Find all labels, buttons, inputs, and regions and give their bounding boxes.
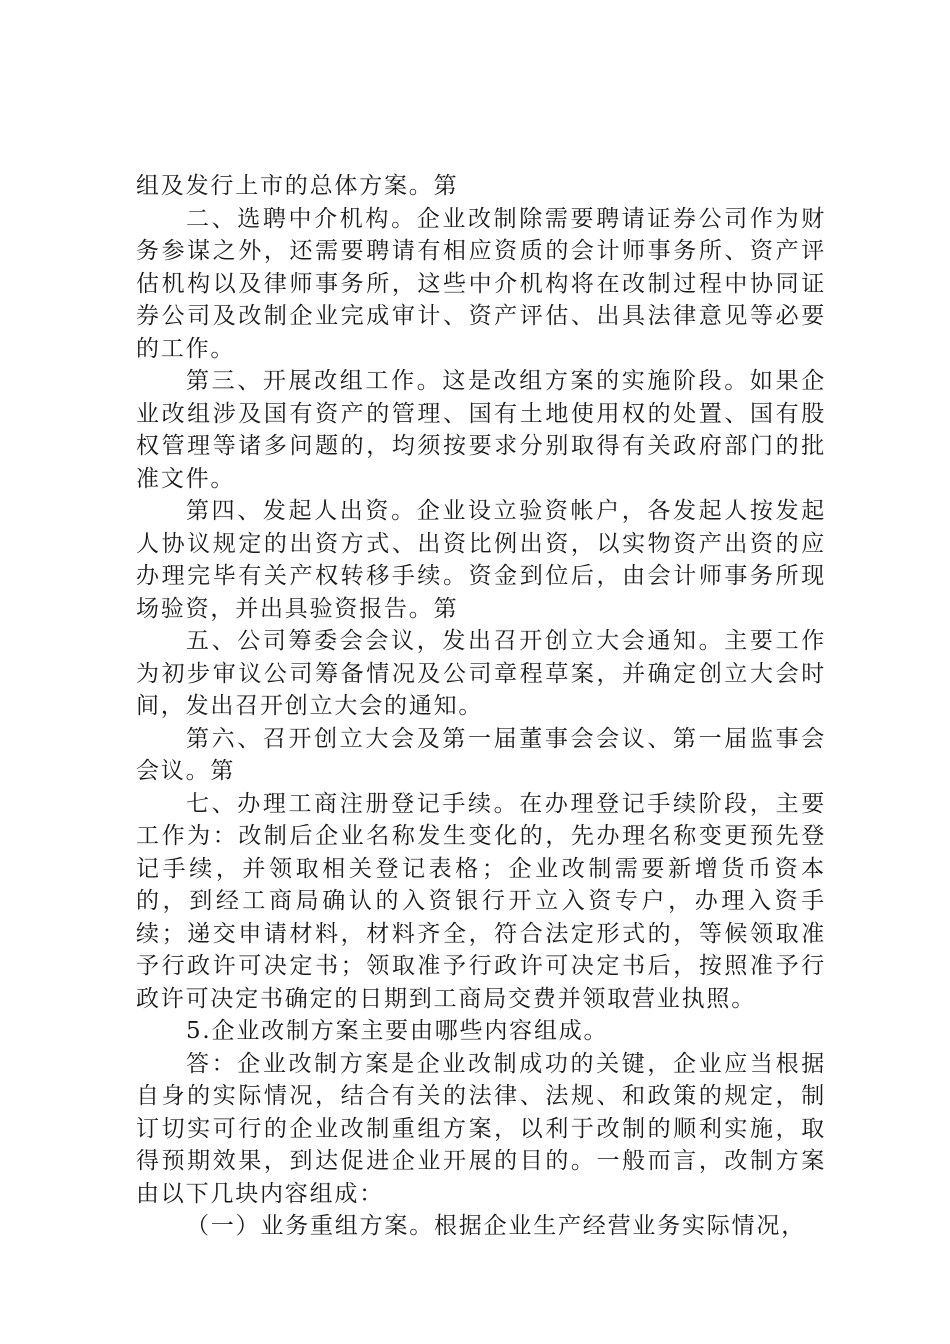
paragraph-4: 第四、发起人出资。企业设立验资帐户，各发起人按发起人协议规定的出资方式、出资比例出资，以实物资产出资的应办理完毕有关产权转移手续。资金到位后，由会计师事务所现场验资，并出具验资报告。第: [136, 498, 826, 622]
document-body: [136, 170, 826, 1243]
paragraph-7: 七、办理工商注册登记手续。在办理登记手续阶段，主要工作为：改制后企业名称发生变化的，先办理名称变更预先登记手续，并领取相关登记表格；企业改制需要新增货币资本的，到经工商局确认的入资银行开立入资专户，办理入资手续；递交申请材料，材料齐全，符合法定形式的，等候领取准予行政许可决定书；领取准予行政许可决定书后，按照准予行政许可决定书确定的日期到工商局交费并领取营业执照。: [136, 790, 826, 1012]
paragraph-10: （一）业务重组方案。根据企业生产经营业务实际情况，: [186, 1213, 806, 1239]
paragraph-1: 组及发行上市的总体方案。第: [136, 173, 459, 199]
paragraph-6: 第六、召开创立大会及第一届董事会会议、第一届监事会会议。第: [136, 725, 826, 784]
paragraph-2: 二、选聘中介机构。企业改制除需要聘请证券公司作为财务参谋之外，还需要聘请有相应资质的会计师事务所、资产评估机构以及律师事务所，这些中介机构将在改制过程中协同证券公司及改制企业完成审计、资产评估、出具法律意见等必要的工作。: [136, 205, 826, 362]
paragraph-9: 答：企业改制方案是企业改制成功的关键，企业应当根据自身的实际情况，结合有关的法律、法规、和政策的规定，制订切实可行的企业改制重组方案，以利于改制的顺利实施，取得预期效果，到达促进企业开展的目的。一般而言，改制方案由以下几块内容组成：: [136, 1050, 826, 1207]
paragraph-5: 五、公司筹委会会议，发出召开创立大会通知。主要工作为初步审议公司筹备情况及公司章程草案，并确定创立大会时间，发出召开创立大会的通知。: [136, 628, 826, 719]
paragraph-3: 第三、开展改组工作。这是改组方案的实施阶段。如果企业改组涉及国有资产的管理、国有土地使用权的处置、国有股权管理等诸多问题的，均须按要求分别取得有关政府部门的批准文件。: [136, 368, 826, 492]
paragraph-8: 5.企业改制方案主要由哪些内容组成。: [186, 1018, 609, 1044]
